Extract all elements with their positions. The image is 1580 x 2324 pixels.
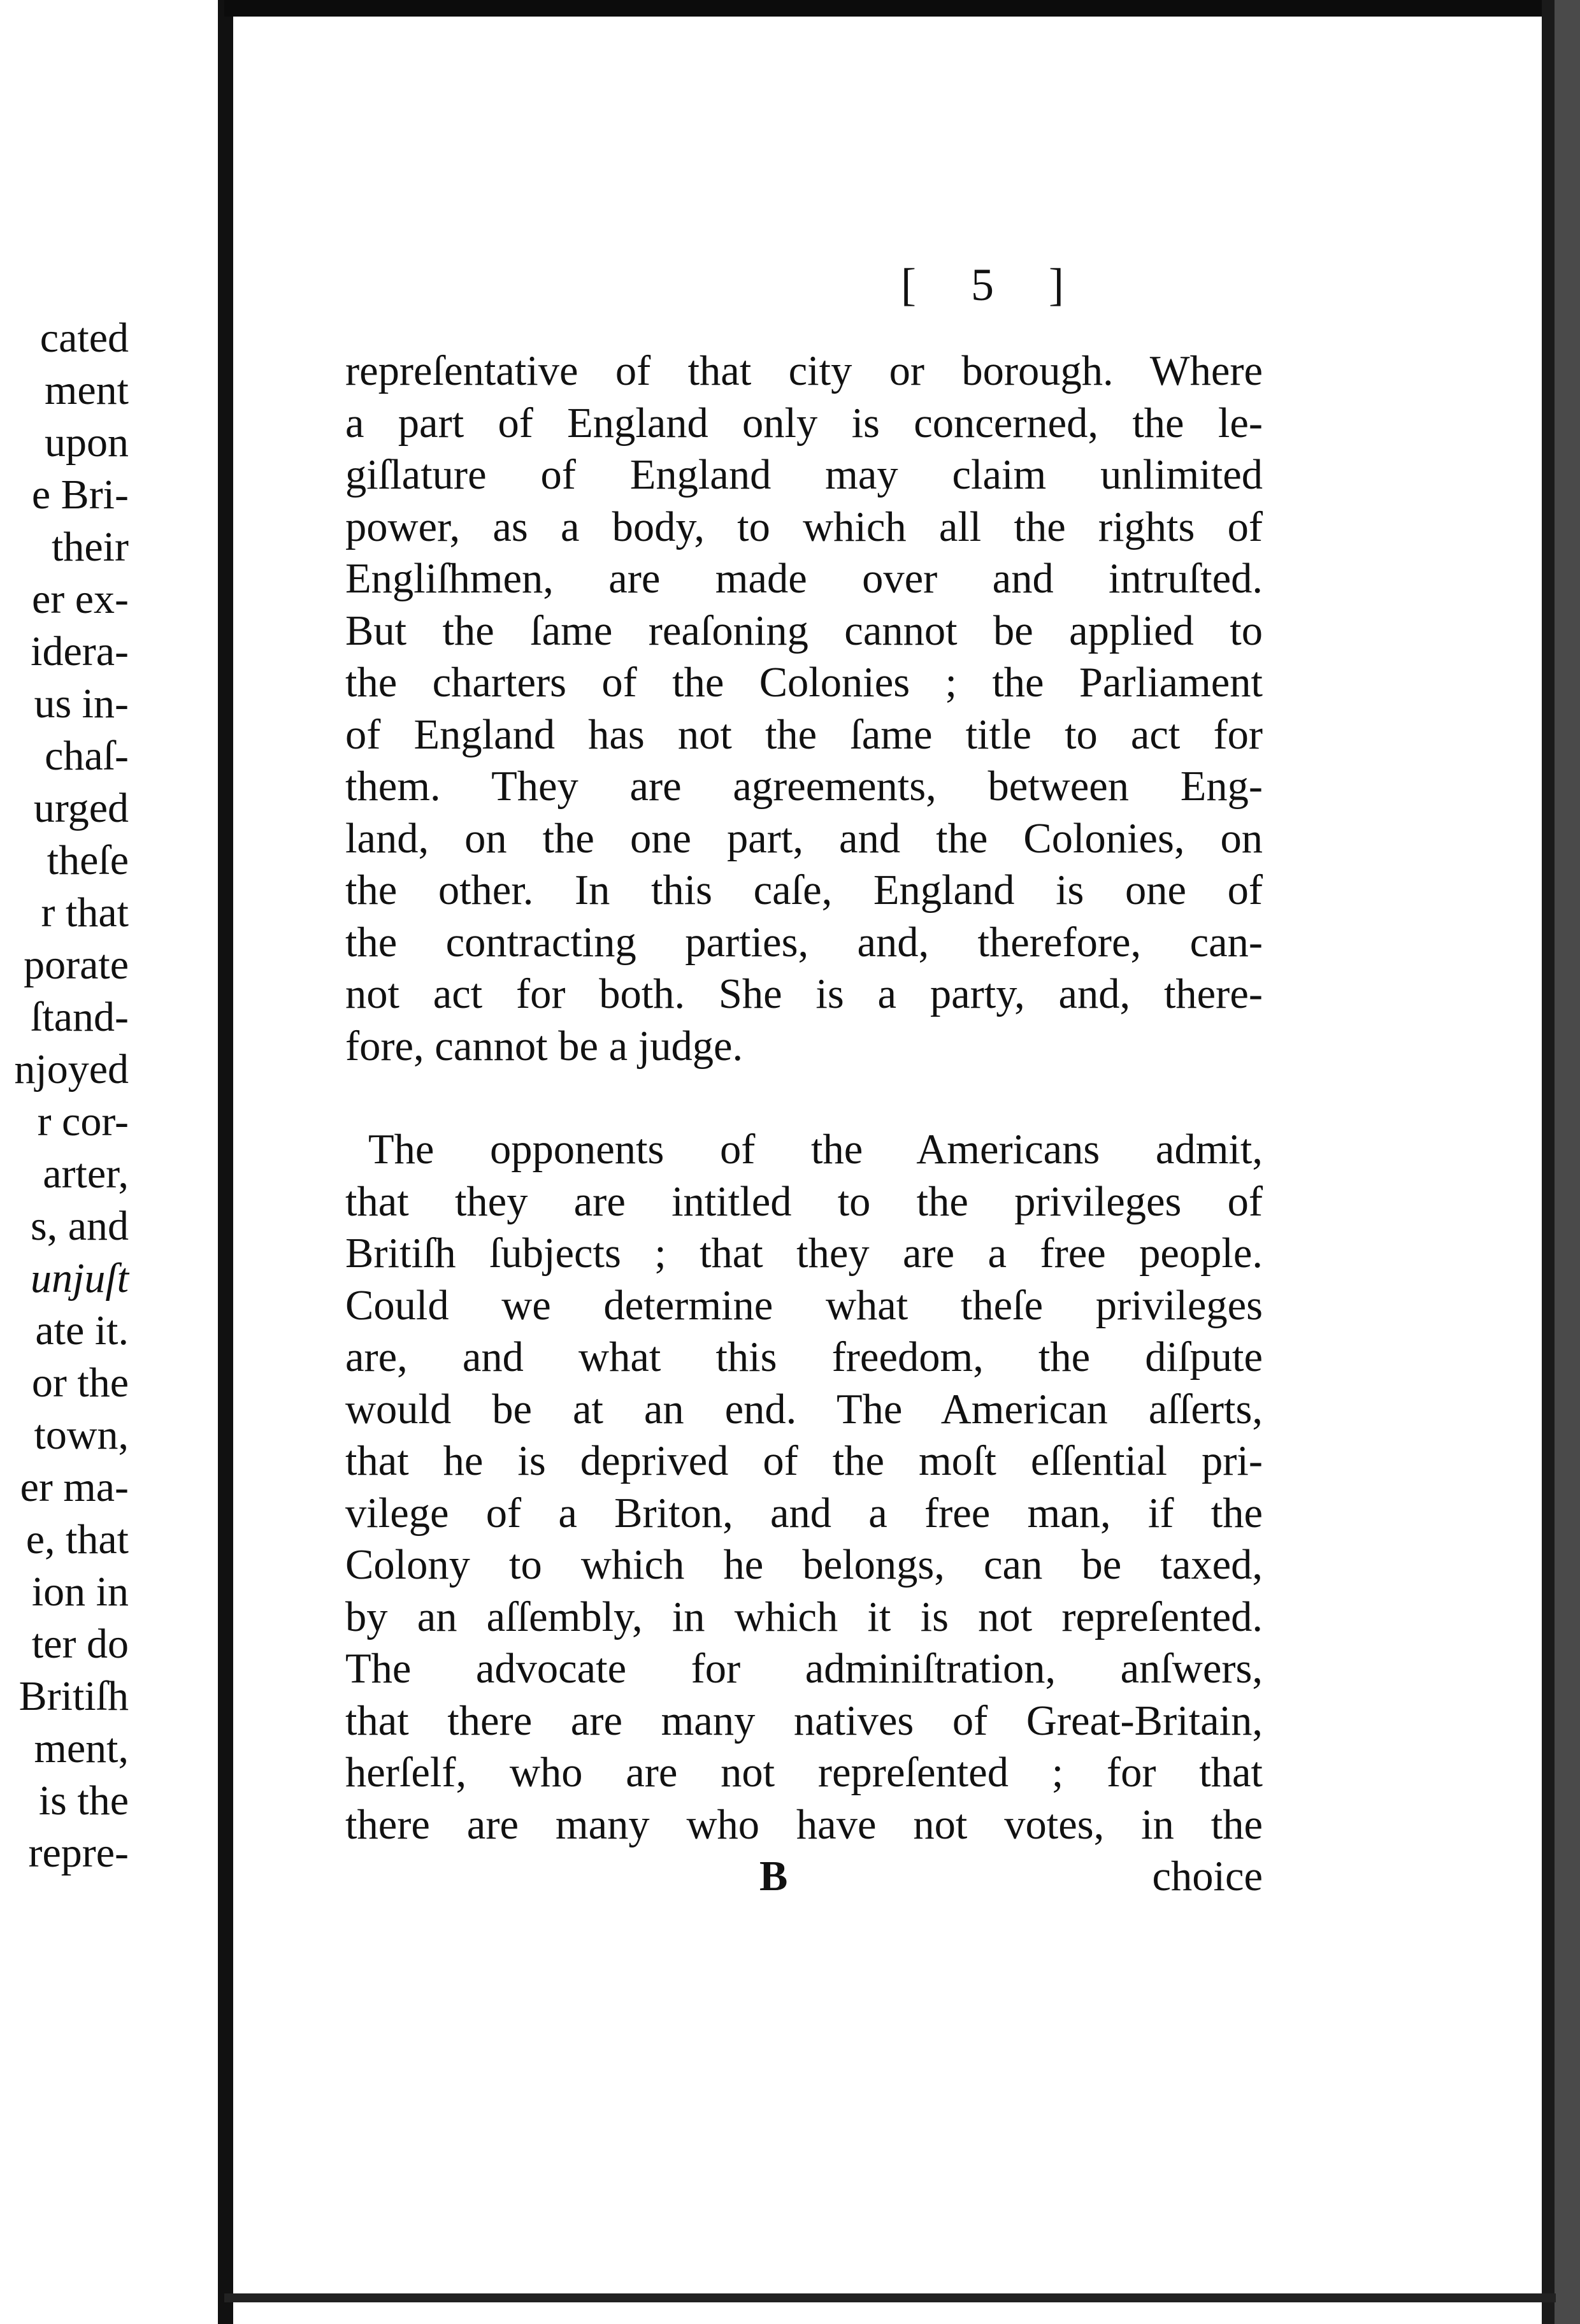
text-line: are, and what this freedom, the diſpute	[345, 1334, 1263, 1381]
facing-page-fragment: er ma-	[20, 1464, 129, 1510]
text-line: Colony to which he belongs, can be taxed,	[345, 1542, 1263, 1588]
text-line: Britiſh ſubjects ; that they are a free people.	[345, 1230, 1263, 1277]
top-scan-border	[224, 0, 1556, 17]
facing-page-fragment: ment,	[34, 1725, 129, 1772]
page-number: [ 5 ]	[901, 259, 1086, 310]
page-edge-shadow	[1555, 0, 1580, 2324]
text-line: the charters of the Colonies ; the Parliament	[345, 659, 1263, 706]
text-line: there are many who have not votes, in the	[345, 1801, 1263, 1848]
main-page	[233, 17, 1542, 2293]
paragraph	[345, 345, 1263, 1072]
facing-page-fragment: er ex-	[31, 576, 129, 622]
facing-page-fragment: theſe	[47, 837, 129, 884]
signature-mark: B	[759, 1853, 788, 1900]
facing-page-fragment: e, that	[25, 1516, 129, 1563]
facing-page-fragment: ate it.	[35, 1307, 129, 1354]
facing-page-fragment: ion in	[31, 1568, 129, 1615]
paragraph	[345, 1124, 1263, 1851]
text-line: Engliſhmen, are made over and intruſted.	[345, 556, 1263, 602]
facing-page-fragment: or the	[31, 1359, 129, 1406]
facing-page-fragment: cated	[40, 315, 129, 361]
text-line: that they are intitled to the privileges of	[345, 1178, 1263, 1225]
text-line: vilege of a Briton, and a free man, if the	[345, 1489, 1263, 1537]
facing-page-left	[0, 0, 218, 2324]
paragraph-gap	[345, 1072, 1263, 1124]
facing-page-fragment: ſtand-	[31, 994, 129, 1040]
facing-page-fragment: upon	[45, 419, 129, 466]
body-text	[345, 345, 1263, 1903]
text-line: power, as a body, to which all the rights of	[345, 503, 1263, 550]
text-line: them. They are agreements, between Eng-	[345, 763, 1263, 810]
facing-page-fragment: town,	[34, 1412, 129, 1458]
text-line: the other. In this caſe, England is one of	[345, 867, 1263, 914]
facing-page-fragment: e Bri-	[31, 471, 129, 518]
text-line: fore, cannot be a judge.	[345, 1022, 743, 1070]
facing-page-fragment: Britiſh	[18, 1673, 129, 1719]
facing-page-fragment: ter do	[31, 1621, 129, 1667]
facing-page-fragment: r cor-	[37, 1098, 129, 1145]
facing-page-fragment: arter,	[43, 1151, 129, 1197]
text-line: repreſentative of that city or borough. Where	[345, 348, 1263, 394]
facing-page-fragment: r that	[41, 889, 129, 936]
text-line: herſelf, who are not repreſented ; for that	[345, 1749, 1263, 1796]
facing-page-fragment: idera-	[31, 628, 129, 675]
facing-page-fragment: urged	[33, 785, 129, 831]
text-line: giſlature of England may claim unlimited	[345, 452, 1263, 498]
facing-page-fragment: repre-	[28, 1830, 129, 1876]
facing-page-fragment: is the	[38, 1777, 129, 1824]
text-line: of England has not the ſame title to act for	[345, 711, 1263, 758]
facing-page-fragment: their	[52, 524, 129, 570]
facing-page-fragment: porate	[24, 942, 129, 988]
text-line: The advocate for adminiſtration, anſwers,	[345, 1646, 1263, 1692]
book-gutter	[218, 0, 233, 2324]
text-line: not act for both. She is a party, and, there-	[345, 971, 1263, 1017]
text-line: The opponents of the Americans admit,	[368, 1126, 1263, 1173]
facing-page-fragment: chaſ-	[45, 733, 129, 779]
facing-page-fragment: s, and	[31, 1203, 129, 1249]
facing-page-fragment: njoyed	[14, 1046, 129, 1093]
text-line: that there are many natives of Great-Britain,	[345, 1697, 1263, 1744]
catchword: choice	[1152, 1853, 1263, 1900]
facing-page-fragment: ment	[45, 367, 129, 413]
text-line: a part of England only is concerned, the le-	[345, 399, 1263, 447]
text-line: that he is deprived of the moſt eſſential pri-	[345, 1438, 1263, 1484]
text-line: the contracting parties, and, therefore, can-	[345, 919, 1263, 966]
text-line: Could we determine what theſe privileges	[345, 1282, 1263, 1329]
text-line: would be at an end. The American aſſerts,	[345, 1386, 1263, 1433]
facing-page-fragment: unjuſt	[30, 1255, 129, 1302]
text-line: land, on the one part, and the Colonies, on	[345, 815, 1263, 862]
catch-line	[345, 1851, 1263, 1903]
facing-page-fragment: us in-	[34, 680, 129, 727]
text-line: But the ſame reaſoning cannot be applied to	[345, 607, 1263, 654]
bottom-scan-border	[224, 2293, 1556, 2302]
text-line: by an aſſembly, in which it is not repreſented.	[345, 1593, 1263, 1640]
